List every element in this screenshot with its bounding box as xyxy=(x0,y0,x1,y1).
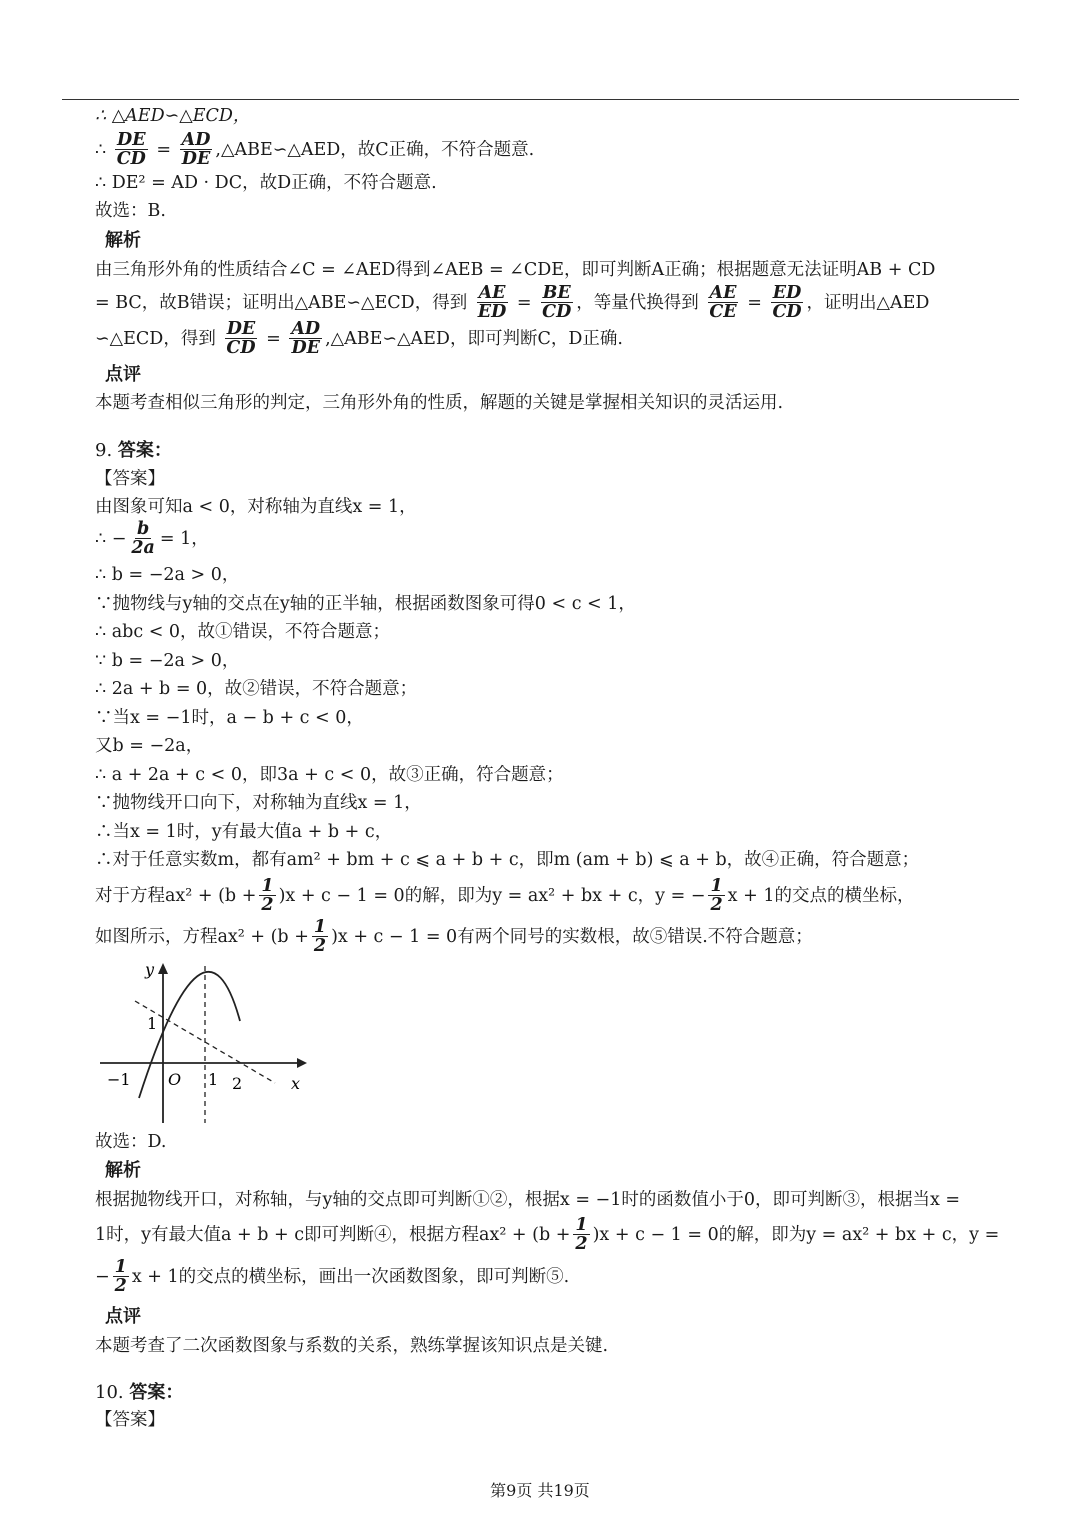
q8-jiexi-heading: 解析 xyxy=(105,230,141,251)
q9-line-7: ∴ 2a + b = 0，故②错误，不符合题意； xyxy=(95,679,418,699)
q8-jiexi-line-2: = BC，故B错误；证明出△ABE∽△ECD，得到 $\frac{AE}{ED}$ = $\frac{BE}{CD}$ ，等量代换得到 $\frac{AE}{CE}$ = $\frac{ED}{CD}$ ，证明出△AED xyxy=(95,283,930,323)
fraction: $\frac{AE}{CE}$ xyxy=(709,283,737,323)
header-rule xyxy=(62,99,1019,100)
function-graph xyxy=(95,958,315,1128)
fraction: $\frac{DE}{CD}$ xyxy=(226,319,256,359)
q9-heading: 9. 答案： xyxy=(95,440,172,461)
x-axis-arrow xyxy=(297,1058,307,1068)
q8-line-3: ∴ DE² = AD · DC，故D正确，不符合题意. xyxy=(95,173,437,193)
q9-line-3: ∴ b = −2a > 0， xyxy=(95,565,240,585)
q9-line-2: ∴ − $\frac{b}{2a}$ = 1， xyxy=(95,519,209,559)
fraction: $\frac{ED}{CD}$ xyxy=(772,283,802,323)
tick-label-two: 2 xyxy=(232,1074,243,1093)
fraction: $\frac{AD}{DE}$ xyxy=(291,319,321,359)
q9-line-10: ∴ a + 2a + c < 0，即3a + c < 0，故③正确，符合题意； xyxy=(95,765,564,785)
y-intercept-label: 1 xyxy=(147,1014,158,1033)
q8-choice: 故选：B. xyxy=(95,201,166,221)
fraction: $\frac{1}{2}$ xyxy=(114,1257,127,1297)
q9-line-13: ∴对于任意实数m，都有am² + bm + c ⩽ a + b + c，即m (am + b) ⩽ a + b，故④正确，符合题意； xyxy=(95,850,920,870)
fraction: $\frac{DE}{CD}$ xyxy=(116,130,146,170)
fraction: $\frac{1}{2}$ xyxy=(710,876,723,916)
q9-jiexi-heading: 解析 xyxy=(105,1160,141,1181)
q8-jiexi-line-1: 由三角形外角的性质结合∠C = ∠AED得到∠AEB = ∠CDE，即可判断A正确；根据题意无法证明AB + CD xyxy=(95,260,936,280)
q9-line-9: 又b = −2a， xyxy=(95,736,204,756)
fraction: $\frac{BE}{CD}$ xyxy=(542,283,572,323)
q9-line-6: ∵ b = −2a > 0， xyxy=(95,651,240,671)
q9-choice: 故选：D. xyxy=(95,1132,167,1152)
x-axis-label: x xyxy=(291,1074,301,1093)
q9-line-4: ∵抛物线与y轴的交点在y轴的正半轴，根据函数图象可得0 < c < 1， xyxy=(95,594,636,614)
q8-line-2: ∴ $\frac{DE}{CD}$ = $\frac{AD}{DE}$ ,△ABE∽△AED，故C正确，不符合题意. xyxy=(95,130,535,170)
q9-answer-bracket: 【答案】 xyxy=(95,469,165,489)
fraction: $\frac{AE}{ED}$ xyxy=(477,283,507,323)
q9-dianping-text: 本题考查了二次函数图象与系数的关系，熟练掌握该知识点是关键. xyxy=(95,1336,609,1356)
q10-answer-bracket: 【答案】 xyxy=(95,1410,165,1430)
q8-dianping-text: 本题考查相似三角形的判定，三角形外角的性质，解题的关键是掌握相关知识的灵活运用. xyxy=(95,393,784,413)
fraction: $\frac{1}{2}$ xyxy=(575,1215,588,1255)
fraction: $\frac{1}{2}$ xyxy=(313,917,327,957)
q9-line-1: 由图象可知a < 0，对称轴为直线x = 1， xyxy=(95,497,417,517)
fraction: $\frac{AD}{DE}$ xyxy=(181,130,211,170)
q9-jiexi-line-1: 根据抛物线开口，对称轴，与y轴的交点即可判断①②，根据x = −1时的函数值小于0，即可判断③，根据当x = xyxy=(95,1190,961,1210)
tick-label-one: 1 xyxy=(208,1070,219,1089)
q9-line-5: ∴ abc < 0，故①错误，不符合题意； xyxy=(95,622,391,642)
q9-line-15: 如图所示，方程ax² + (b + $\frac{1}{2}$ )x + c − 1 = 0有两个同号的实数根，故⑤错误.不符合题意； xyxy=(95,917,813,957)
q9-line-14: 对于方程ax² + (b + $\frac{1}{2}$ )x + c − 1 = 0的解，即为y = ax² + bx + c，y = − $\frac{1}{2}$ x + 1的交点的横坐标， xyxy=(95,876,915,916)
q8-jiexi-line-3: ∽△ECD，得到 $\frac{DE}{CD}$ = $\frac{AD}{DE}$ ,△ABE∽△AED，即可判断C，D正确. xyxy=(95,319,623,359)
tick-label-minus-one: −1 xyxy=(107,1070,131,1089)
parabola xyxy=(139,972,243,1098)
q9-line-12: ∴当x = 1时，y有最大值a + b + c， xyxy=(95,822,393,842)
q8-line-1: ∴ △AED∽△ECD， xyxy=(95,106,251,126)
q10-heading: 10. 答案： xyxy=(95,1382,184,1403)
y-axis-label: y xyxy=(145,960,155,979)
fraction: $\frac{1}{2}$ xyxy=(261,876,274,916)
page-footer: 第9页 共19页 xyxy=(490,1481,590,1500)
y-axis-arrow xyxy=(158,963,168,974)
q9-jiexi-line-2: 1时，y有最大值a + b + c即可判断④，根据方程ax² + (b + $\frac{1}{2}$ )x + c − 1 = 0的解，即为y = ax² + bx + c，y = xyxy=(95,1215,1000,1255)
q9-dianping-heading: 点评 xyxy=(105,1306,141,1327)
fraction: $\frac{b}{2a}$ xyxy=(131,519,155,559)
q8-dianping-heading: 点评 xyxy=(105,364,141,385)
q9-jiexi-line-3: − $\frac{1}{2}$ x + 1的交点的横坐标，画出一次函数图象，即可判断⑤. xyxy=(95,1257,570,1297)
q9-line-8: ∵当x = −1时，a − b + c < 0， xyxy=(95,708,364,728)
origin-label: O xyxy=(168,1070,182,1089)
q9-line-11: ∵抛物线开口向下，对称轴为直线x = 1， xyxy=(95,793,422,813)
